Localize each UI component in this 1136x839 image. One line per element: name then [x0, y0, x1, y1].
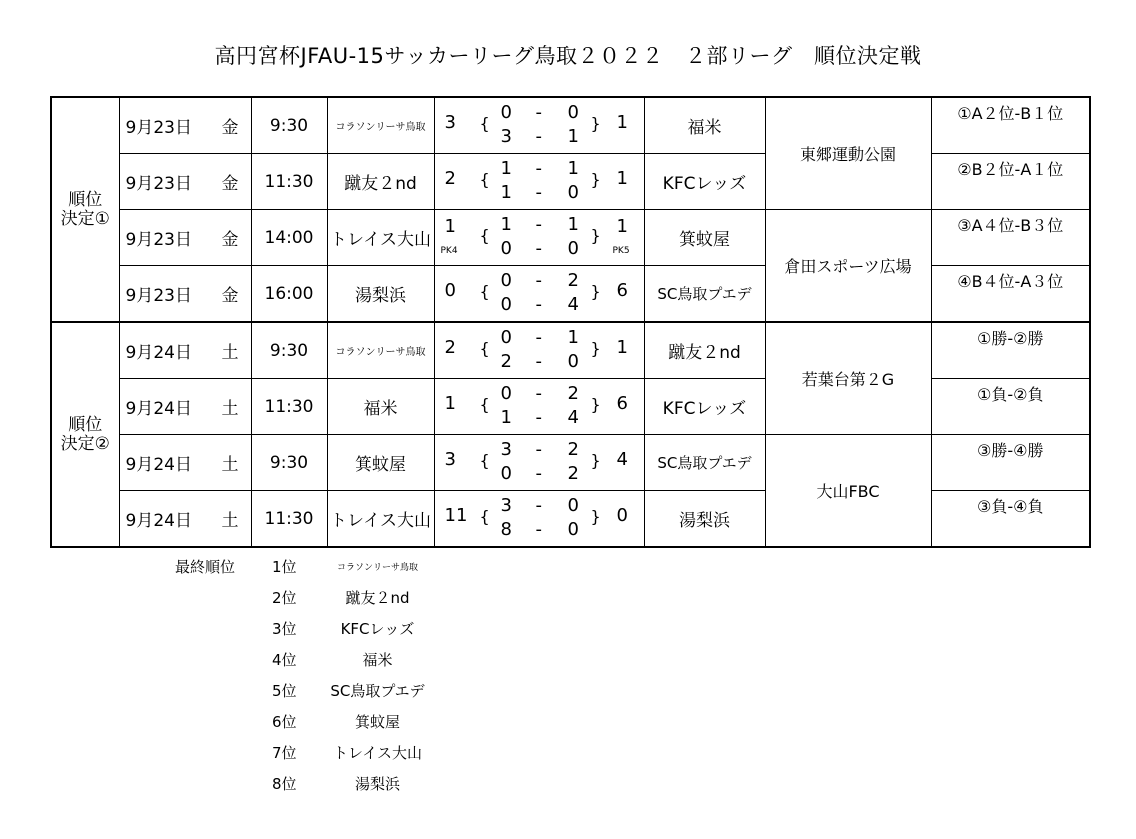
- match-weekday: 土: [221, 511, 239, 531]
- dash: -: [535, 462, 542, 484]
- dash: -: [535, 269, 542, 291]
- home-total: 3: [444, 448, 456, 470]
- match-date: 9月24日: [125, 343, 192, 363]
- bracket-close: }: [590, 169, 601, 189]
- group-label-line: 決定①: [60, 208, 110, 229]
- bracket-open: {: [479, 113, 490, 133]
- away-team: SC鳥取プエデ: [644, 266, 765, 323]
- match-row: [51, 266, 1090, 323]
- match-note: ②B２位-A１位: [931, 154, 1090, 210]
- half1-away: 1: [567, 213, 579, 235]
- bracket-open: {: [479, 394, 490, 414]
- pk-home: PK4: [440, 245, 458, 256]
- match-weekday: 土: [221, 343, 239, 363]
- home-total: 2: [444, 167, 456, 189]
- half1-home: 3: [500, 494, 512, 516]
- half2-home: 0: [500, 293, 512, 315]
- half2-home: 8: [500, 518, 512, 540]
- half2-away: 0: [567, 181, 579, 203]
- away-team: SC鳥取プエデ: [644, 435, 765, 491]
- standing-position: 6位: [272, 713, 297, 731]
- away-total: 1: [616, 336, 628, 358]
- bracket-open: {: [479, 506, 490, 526]
- dash: -: [535, 125, 542, 147]
- home-team: トレイス大山: [327, 491, 434, 548]
- half1-home: 3: [500, 438, 512, 460]
- home-team: コラソンリーサ鳥取: [327, 97, 434, 154]
- home-team: 蹴友２nd: [327, 154, 434, 210]
- score-cell: [434, 97, 644, 154]
- match-time: 11:30: [251, 379, 327, 435]
- half2-home: 3: [500, 125, 512, 147]
- dash: -: [535, 406, 542, 428]
- half1-home: 1: [500, 157, 512, 179]
- dash: -: [535, 213, 542, 235]
- match-time: 9:30: [251, 322, 327, 379]
- dash: -: [535, 157, 542, 179]
- away-team: KFCレッズ: [644, 379, 765, 435]
- match-date: 9月24日: [125, 511, 192, 531]
- match-row: [51, 154, 1090, 210]
- standing-position: 4位: [272, 651, 297, 669]
- group-label-line: 順位: [68, 189, 103, 210]
- match-weekday: 金: [221, 230, 239, 250]
- match-row: [51, 435, 1090, 491]
- half2-home: 0: [500, 462, 512, 484]
- away-team: 箕蚊屋: [644, 210, 765, 266]
- half1-home: 1: [500, 213, 512, 235]
- bracket-close: }: [590, 450, 601, 470]
- match-date: 9月23日: [125, 286, 192, 306]
- match-date-cell: [119, 379, 251, 435]
- bracket-open: {: [479, 281, 490, 301]
- group-label: [51, 322, 119, 547]
- match-note: ③A４位-B３位: [931, 210, 1090, 266]
- half1-home: 0: [500, 326, 512, 348]
- half2-away: 4: [567, 406, 579, 428]
- home-team: トレイス大山: [327, 210, 434, 266]
- pk-away: PK5: [612, 245, 630, 256]
- away-total: 0: [616, 504, 628, 526]
- match-row: [51, 97, 1090, 154]
- match-time: 11:30: [251, 154, 327, 210]
- match-date: 9月24日: [125, 399, 192, 419]
- dash: -: [535, 101, 542, 123]
- bracket-close: }: [590, 338, 601, 358]
- half1-away: 0: [567, 494, 579, 516]
- group-label: [51, 97, 119, 322]
- standing-team: コラソンリーサ鳥取: [336, 563, 418, 573]
- match-date: 9月23日: [125, 174, 192, 194]
- half2-home: 1: [500, 181, 512, 203]
- match-date-cell: [119, 210, 251, 266]
- match-weekday: 土: [221, 455, 239, 475]
- venue: 大山FBC: [765, 435, 931, 548]
- dash: -: [535, 350, 542, 372]
- group-label-line: 決定②: [60, 433, 110, 454]
- half1-away: 2: [567, 438, 579, 460]
- home-total: 0: [444, 279, 456, 301]
- home-total: 1: [444, 392, 456, 414]
- score-cell: [434, 491, 644, 548]
- match-time: 11:30: [251, 491, 327, 548]
- half1-away: 1: [567, 157, 579, 179]
- venue: 若葉台第２G: [765, 322, 931, 435]
- dash: -: [535, 237, 542, 259]
- match-time: 9:30: [251, 97, 327, 154]
- standing-position: 8位: [272, 775, 297, 793]
- match-time: 9:30: [251, 435, 327, 491]
- page-title: 高円宮杯JFAU-15サッカーリーグ鳥取２０２２ ２部リーグ 順位決定戦: [214, 44, 922, 68]
- bracket-close: }: [590, 281, 601, 301]
- dash: -: [535, 518, 542, 540]
- home-total: 11: [444, 504, 468, 526]
- dash: -: [535, 382, 542, 404]
- bracket-open: {: [479, 225, 490, 245]
- match-time: 14:00: [251, 210, 327, 266]
- half2-away: 0: [567, 518, 579, 540]
- half2-away: 0: [567, 350, 579, 372]
- match-weekday: 金: [221, 286, 239, 306]
- half2-away: 4: [567, 293, 579, 315]
- bracket-open: {: [479, 169, 490, 189]
- bracket-open: {: [479, 338, 490, 358]
- standing-team: 湯梨浜: [354, 775, 400, 793]
- standing-team: SC鳥取プエデ: [330, 682, 425, 700]
- half2-home: 2: [500, 350, 512, 372]
- away-team: 蹴友２nd: [644, 322, 765, 379]
- away-total: 1: [616, 215, 628, 237]
- standing-position: 2位: [272, 589, 297, 607]
- score-cell: [434, 322, 644, 379]
- standing-team: 福米: [362, 651, 393, 669]
- group-label-line: 順位: [68, 414, 103, 435]
- away-team: 湯梨浜: [644, 491, 765, 548]
- away-total: 4: [616, 448, 628, 470]
- match-row: [51, 379, 1090, 435]
- half2-home: 1: [500, 406, 512, 428]
- match-date-cell: [119, 491, 251, 548]
- match-date: 9月23日: [125, 118, 192, 138]
- score-cell: [434, 379, 644, 435]
- bracket-open: {: [479, 450, 490, 470]
- away-team: KFCレッズ: [644, 154, 765, 210]
- home-team: コラソンリーサ鳥取: [327, 322, 434, 379]
- match-row: [51, 491, 1090, 548]
- match-note: ③負-④負: [931, 491, 1090, 548]
- home-team: 湯梨浜: [327, 266, 434, 323]
- match-time: 16:00: [251, 266, 327, 323]
- half1-home: 0: [500, 269, 512, 291]
- bracket-close: }: [590, 225, 601, 245]
- match-note: ①負-②負: [931, 379, 1090, 435]
- match-note: ④B４位-A３位: [931, 266, 1090, 323]
- match-date-cell: [119, 97, 251, 154]
- match-date: 9月24日: [125, 455, 192, 475]
- half2-away: 2: [567, 462, 579, 484]
- dash: -: [535, 293, 542, 315]
- match-date: 9月23日: [125, 230, 192, 250]
- match-date-cell: [119, 154, 251, 210]
- dash: -: [535, 181, 542, 203]
- home-total: 2: [444, 336, 456, 358]
- score-cell: [434, 266, 644, 323]
- standing-team: KFCレッズ: [340, 620, 415, 638]
- standing-position: 1位: [272, 558, 297, 576]
- bracket-close: }: [590, 394, 601, 414]
- half1-home: 0: [500, 101, 512, 123]
- match-row: [51, 322, 1090, 379]
- away-total: 1: [616, 167, 628, 189]
- home-team: 箕蚊屋: [327, 435, 434, 491]
- score-cell: [434, 210, 644, 266]
- dash: -: [535, 494, 542, 516]
- score-cell: [434, 435, 644, 491]
- match-date-cell: [119, 266, 251, 323]
- match-date-cell: [119, 322, 251, 379]
- away-team: 福米: [644, 97, 765, 154]
- venue: 倉田スポーツ広場: [765, 210, 931, 323]
- half2-home: 0: [500, 237, 512, 259]
- half2-away: 0: [567, 237, 579, 259]
- match-weekday: 金: [221, 118, 239, 138]
- half1-away: 1: [567, 326, 579, 348]
- score-cell: [434, 154, 644, 210]
- match-row: [51, 210, 1090, 266]
- bracket-close: }: [590, 506, 601, 526]
- bracket-close: }: [590, 113, 601, 133]
- half1-home: 0: [500, 382, 512, 404]
- match-note: ①勝-②勝: [931, 322, 1090, 379]
- match-weekday: 金: [221, 174, 239, 194]
- final-standings-label: 最終順位: [175, 558, 236, 576]
- home-total: 3: [444, 111, 456, 133]
- schedule-table: [50, 96, 1091, 548]
- standing-position: 3位: [272, 620, 297, 638]
- standing-team: 箕蚊屋: [354, 713, 400, 731]
- venue: 東郷運動公園: [765, 97, 931, 210]
- match-note: ③勝-④勝: [931, 435, 1090, 491]
- half1-away: 2: [567, 382, 579, 404]
- dash: -: [535, 326, 542, 348]
- away-total: 6: [616, 392, 628, 414]
- half1-away: 2: [567, 269, 579, 291]
- standing-team: トレイス大山: [332, 744, 423, 762]
- match-note: ①A２位-B１位: [931, 97, 1090, 154]
- away-total: 1: [616, 111, 628, 133]
- standing-position: 7位: [272, 744, 297, 762]
- standing-position: 5位: [272, 682, 297, 700]
- dash: -: [535, 438, 542, 460]
- match-weekday: 土: [221, 399, 239, 419]
- standing-team: 蹴友２nd: [345, 589, 410, 607]
- away-total: 6: [616, 279, 628, 301]
- home-team: 福米: [327, 379, 434, 435]
- match-date-cell: [119, 435, 251, 491]
- half1-away: 0: [567, 101, 579, 123]
- half2-away: 1: [567, 125, 579, 147]
- home-total: 1: [444, 215, 456, 237]
